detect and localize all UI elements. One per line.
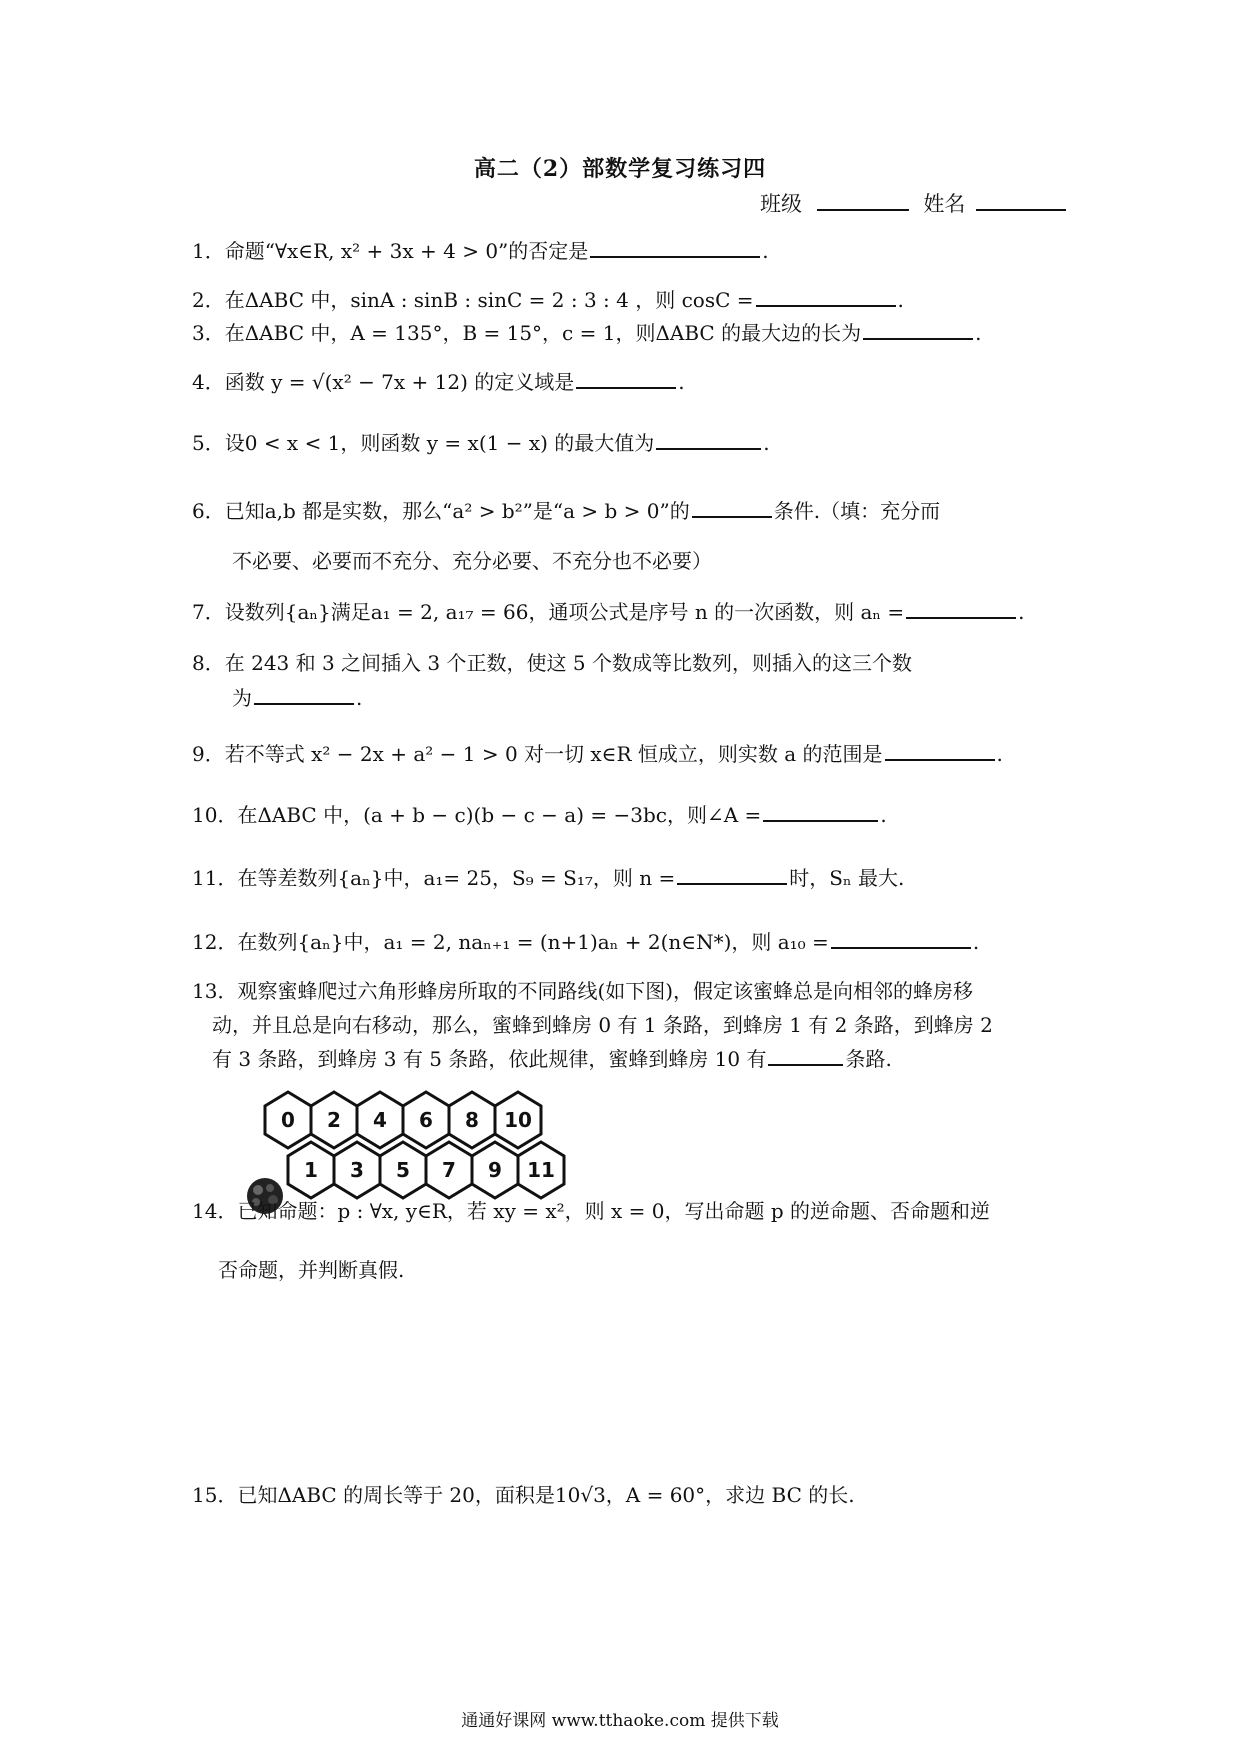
answer-blank[interactable] bbox=[906, 599, 1016, 619]
question-1 bbox=[192, 236, 1062, 266]
question-number: 12． bbox=[192, 930, 238, 954]
class-label: 班级 bbox=[760, 192, 802, 216]
question-number: 8． bbox=[192, 651, 225, 675]
punctuation: . bbox=[1018, 600, 1025, 624]
punctuation: . bbox=[972, 930, 980, 954]
question-15 bbox=[192, 1480, 1062, 1510]
question-14-continuation: 否命题，并判断真假. bbox=[218, 1258, 405, 1282]
honeycomb-bottom-row bbox=[288, 1142, 564, 1198]
question-number: 4． bbox=[192, 370, 225, 394]
question-6-continuation: 不必要、必要而不充分、充分必要、不充分也不必要） bbox=[232, 549, 712, 573]
answer-blank[interactable] bbox=[590, 238, 760, 258]
answer-blank[interactable] bbox=[763, 802, 878, 822]
class-blank[interactable] bbox=[817, 208, 909, 211]
question-text: 在 243 和 3 之间插入 3 个正数，使这 5 个数成等比数列，则插入的这三个数 bbox=[224, 651, 912, 675]
question-text: 命题“∀x∈R, x² + 3x + 4 > 0”的否定是 bbox=[224, 239, 589, 263]
question-number: 3． bbox=[192, 321, 225, 345]
question-number: 15． bbox=[192, 1483, 238, 1507]
punctuation: . bbox=[975, 321, 982, 345]
question-text: 观察蜜蜂爬过六角形蜂房所取的不同路线(如下图)，假定该蜜蜂总是向相邻的蜂房移 bbox=[237, 979, 974, 1003]
punctuation: . bbox=[356, 686, 363, 710]
honeycomb-cell-label: 10 bbox=[504, 1108, 532, 1132]
question-text-after: 条路. bbox=[845, 1047, 892, 1071]
honeycomb-cell-label: 6 bbox=[419, 1108, 433, 1132]
answer-blank[interactable] bbox=[863, 320, 973, 340]
answer-blank[interactable] bbox=[768, 1046, 843, 1066]
question-12 bbox=[192, 927, 1062, 957]
question-number: 13． bbox=[192, 979, 238, 1003]
question-7 bbox=[192, 597, 1062, 627]
honeycomb-cell-label: 11 bbox=[527, 1158, 555, 1182]
question-8-continuation bbox=[232, 683, 362, 713]
honeycomb-cell-label: 2 bbox=[327, 1108, 341, 1132]
honeycomb-cell-label: 7 bbox=[442, 1158, 456, 1182]
question-text: 在ΔABC 中，A = 135°，B = 15°，c = 1，则ΔABC 的最大边的长为 bbox=[224, 321, 862, 345]
question-text: 有 3 条路，到蜂房 3 有 5 条路，依此规律，蜜蜂到蜂房 10 有 bbox=[212, 1047, 767, 1071]
punctuation: . bbox=[763, 431, 770, 455]
honeycomb-cell-label: 0 bbox=[281, 1108, 295, 1132]
answer-blank[interactable] bbox=[692, 498, 772, 518]
question-text: 设0 < x < 1，则函数 y = x(1 − x) 的最大值为 bbox=[224, 431, 655, 455]
question-6 bbox=[192, 496, 1062, 526]
question-text: 若不等式 x² − 2x + a² − 1 > 0 对一切 x∈R 恒成立，则实数 a 的范围是 bbox=[224, 742, 883, 766]
question-number: 10． bbox=[192, 803, 238, 827]
question-number: 14． bbox=[192, 1199, 238, 1223]
answer-blank[interactable] bbox=[656, 430, 761, 450]
question-text: 设数列{aₙ}满足a₁ = 2, a₁₇ = 66，通项公式是序号 n 的一次函数，则 aₙ = bbox=[224, 600, 905, 624]
question-text: 在等差数列{aₙ}中，a₁= 25，S₉ = S₁₇，则 n = bbox=[237, 866, 676, 890]
punctuation: . bbox=[678, 370, 685, 394]
question-number: 2． bbox=[192, 288, 225, 312]
honeycomb-top-row bbox=[265, 1092, 541, 1148]
question-14 bbox=[192, 1196, 1062, 1226]
question-number: 9． bbox=[192, 742, 225, 766]
punctuation: . bbox=[762, 239, 769, 263]
question-number: 11． bbox=[192, 866, 238, 890]
question-11 bbox=[192, 863, 1062, 893]
page-title: 高二（2）部数学复习练习四 bbox=[473, 156, 767, 182]
question-text: 在ΔABC 中，(a + b − c)(b − c − a) = −3bc，则∠A = bbox=[237, 803, 762, 827]
question-9 bbox=[192, 739, 1062, 769]
footer-credit: 通通好课网 www.tthaoke.com 提供下载 bbox=[461, 1711, 779, 1731]
answer-blank[interactable] bbox=[885, 741, 995, 761]
question-3 bbox=[192, 318, 1062, 348]
punctuation: . bbox=[996, 742, 1003, 766]
question-text: 函数 y = √(x² − 7x + 12) 的定义域是 bbox=[224, 370, 575, 394]
question-2 bbox=[192, 285, 1062, 315]
question-number: 7． bbox=[192, 600, 225, 624]
punctuation: . bbox=[880, 803, 887, 827]
question-8 bbox=[192, 648, 1062, 678]
honeycomb-cell-label: 5 bbox=[396, 1158, 410, 1182]
question-text: 在数列{aₙ}中，a₁ = 2, naₙ₊₁ = (n+1)aₙ + 2(n∈N*)，则 a₁₀ = bbox=[237, 930, 829, 954]
question-text: 在ΔABC 中，sinA : sinB : sinC = 2 : 3 : 4 ，则 cosC = bbox=[224, 288, 754, 312]
honeycomb-cell-label: 9 bbox=[488, 1158, 502, 1182]
honeycomb-cell-label: 8 bbox=[465, 1108, 479, 1132]
answer-blank[interactable] bbox=[756, 287, 896, 307]
question-10 bbox=[192, 800, 1062, 830]
name-label: 姓名 bbox=[923, 192, 966, 216]
answer-blank[interactable] bbox=[576, 369, 676, 389]
honeycomb-cell-label: 4 bbox=[373, 1108, 387, 1132]
question-13-line-2: 动，并且总是向右移动，那么，蜜蜂到蜂房 0 有 1 条路，到蜂房 1 有 2 条路，到蜂房 2 bbox=[212, 1013, 993, 1037]
answer-blank[interactable] bbox=[677, 865, 787, 885]
question-text: 为 bbox=[232, 686, 252, 710]
question-text: 已知命题：p : ∀x, y∈R，若 xy = x²，则 x = 0，写出命题 p 的逆命题、否命题和逆 bbox=[237, 1199, 990, 1223]
honeycomb-cell-label: 1 bbox=[304, 1158, 318, 1182]
question-4 bbox=[192, 367, 1062, 397]
answer-blank[interactable] bbox=[831, 929, 971, 949]
question-number: 1． bbox=[192, 239, 225, 263]
question-text-after: 时，Sₙ 最大. bbox=[789, 866, 905, 890]
answer-blank[interactable] bbox=[254, 685, 354, 705]
honeycomb-cell-label: 3 bbox=[350, 1158, 364, 1182]
question-number: 5． bbox=[192, 431, 225, 455]
question-text: 已知ΔABC 的周长等于 20，面积是10√3，A = 60°，求边 BC 的长. bbox=[237, 1483, 855, 1507]
question-5 bbox=[192, 428, 1062, 458]
question-number: 6． bbox=[192, 499, 225, 523]
punctuation: . bbox=[897, 288, 904, 312]
name-blank[interactable] bbox=[976, 208, 1066, 211]
class-name-line bbox=[760, 188, 1066, 218]
question-text: 已知a,b 都是实数，那么“a² > b²”是“a > b > 0”的 bbox=[224, 499, 690, 523]
question-text-after: 条件.（填：充分而 bbox=[773, 499, 941, 523]
question-13-line-3 bbox=[212, 1044, 892, 1074]
question-13 bbox=[192, 976, 1062, 1006]
